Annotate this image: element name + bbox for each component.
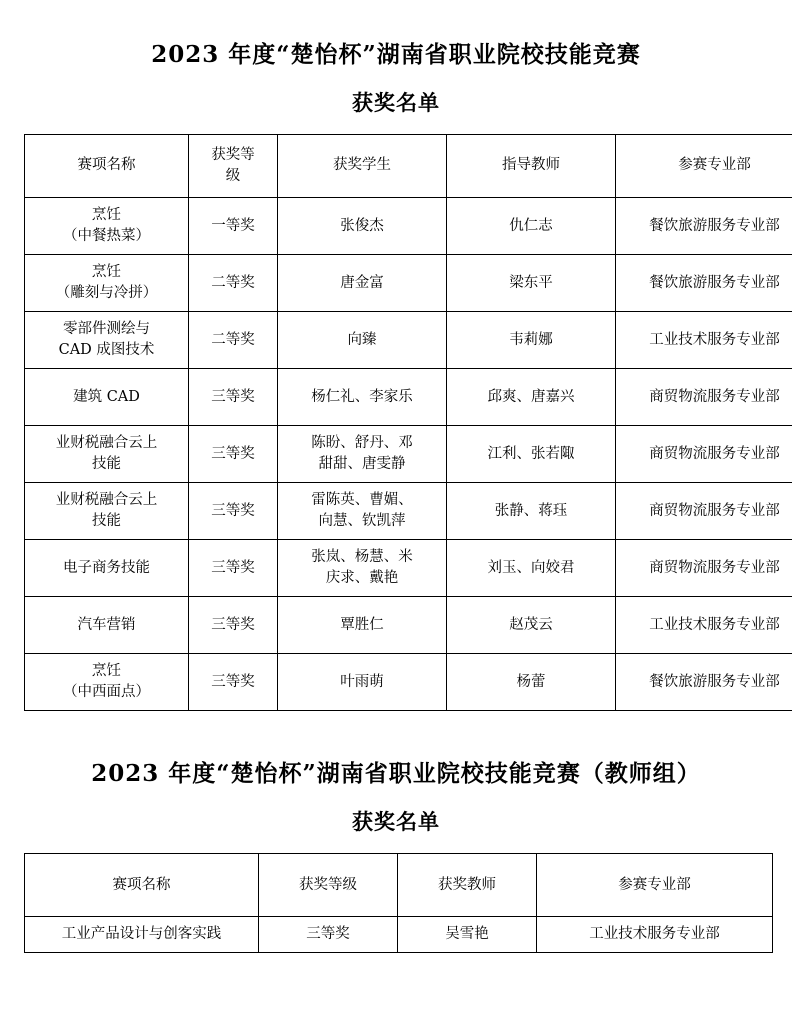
cell-level: 二等奖: [189, 312, 278, 369]
column-header-department: 参赛专业部: [537, 854, 773, 917]
cell-department: 商贸物流服务专业部: [616, 426, 792, 483]
page-title-student: 2023 年度“楚怡杯”湖南省职业院校技能竞赛: [151, 41, 641, 68]
table-body-teachers: [25, 917, 773, 953]
cell-students: 陈盼、舒丹、邓 甜甜、唐雯静: [278, 426, 447, 483]
table-row: [25, 369, 792, 426]
cell-students: 杨仁礼、李家乐: [278, 369, 447, 426]
cell-level: 三等奖: [189, 426, 278, 483]
cell-level: 三等奖: [189, 654, 278, 711]
cell-level: 三等奖: [189, 540, 278, 597]
cell-event: 零部件测绘与 CAD 成图技术: [25, 312, 189, 369]
cell-teachers: 赵茂云: [447, 597, 616, 654]
cell-event: 烹饪 （雕刻与冷拼）: [25, 255, 189, 312]
cell-teachers: 杨蕾: [447, 654, 616, 711]
column-header-event: 赛项名称: [25, 854, 259, 917]
cell-department: 餐饮旅游服务专业部: [616, 198, 792, 255]
cell-teachers: 刘玉、向姣君: [447, 540, 616, 597]
section-divider: [24, 711, 768, 757]
cell-department: 商贸物流服务专业部: [616, 369, 792, 426]
award-table-students: [24, 134, 792, 711]
cell-department: 工业技术服务专业部: [616, 312, 792, 369]
cell-students: 叶雨萌: [278, 654, 447, 711]
column-header-teachers: 获奖教师: [398, 854, 537, 917]
column-header-level: 获奖等 级: [189, 135, 278, 198]
table-row: [25, 312, 792, 369]
column-header-teachers: 指导教师: [447, 135, 616, 198]
column-header-event: 赛项名称: [25, 135, 189, 198]
table-row: [25, 255, 792, 312]
table-row: [25, 483, 792, 540]
cell-event: 烹饪 （中西面点）: [25, 654, 189, 711]
table-row: [25, 540, 792, 597]
cell-students: 覃胜仁: [278, 597, 447, 654]
cell-department: 工业技术服务专业部: [616, 597, 792, 654]
column-header-students: 获奖学生: [278, 135, 447, 198]
table-header-row: [25, 135, 792, 198]
table-row: [25, 597, 792, 654]
table-header-row: [25, 854, 773, 917]
cell-level: 三等奖: [189, 369, 278, 426]
cell-event: 工业产品设计与创客实践: [25, 917, 259, 953]
cell-department: 商贸物流服务专业部: [616, 540, 792, 597]
cell-event: 电子商务技能: [25, 540, 189, 597]
cell-teachers: 邱爽、唐嘉兴: [447, 369, 616, 426]
table-row: [25, 654, 792, 711]
cell-students: 张岚、杨慧、米 庆求、戴艳: [278, 540, 447, 597]
cell-department: 餐饮旅游服务专业部: [616, 255, 792, 312]
table-row: [25, 198, 792, 255]
page-subtitle-student: 获奖名单: [352, 89, 440, 115]
cell-teachers: 张静、蒋珏: [447, 483, 616, 540]
table-row: [25, 917, 773, 953]
cell-teachers: 韦莉娜: [447, 312, 616, 369]
column-header-level: 获奖等级: [259, 854, 398, 917]
cell-level: 三等奖: [259, 917, 398, 953]
cell-event: 建筑 CAD: [25, 369, 189, 426]
cell-teachers: 江利、张若陬: [447, 426, 616, 483]
cell-teachers: 仇仁志: [447, 198, 616, 255]
cell-department: 工业技术服务专业部: [537, 917, 773, 953]
cell-department: 餐饮旅游服务专业部: [616, 654, 792, 711]
cell-event: 业财税融合云上 技能: [25, 426, 189, 483]
cell-students: 雷陈英、曹媚、 向慧、钦凯萍: [278, 483, 447, 540]
table-body-students: [25, 198, 792, 711]
cell-teachers: 梁东平: [447, 255, 616, 312]
page-subtitle-teacher: 获奖名单: [352, 808, 440, 834]
column-header-department: 参赛专业部: [616, 135, 792, 198]
cell-level: 一等奖: [189, 198, 278, 255]
page-title-teacher: 2023 年度“楚怡杯”湖南省职业院校技能竞赛（教师组）: [91, 760, 701, 788]
cell-students: 唐金富: [278, 255, 447, 312]
cell-students: 张俊杰: [278, 198, 447, 255]
cell-teachers: 吴雪艳: [398, 917, 537, 953]
cell-level: 三等奖: [189, 483, 278, 540]
cell-students: 向臻: [278, 312, 447, 369]
table-row: [25, 426, 792, 483]
award-table-teachers: [24, 853, 773, 953]
cell-event: 汽车营销: [25, 597, 189, 654]
cell-level: 三等奖: [189, 597, 278, 654]
cell-level: 二等奖: [189, 255, 278, 312]
cell-department: 商贸物流服务专业部: [616, 483, 792, 540]
cell-event: 烹饪 （中餐热菜）: [25, 198, 189, 255]
cell-event: 业财税融合云上 技能: [25, 483, 189, 540]
